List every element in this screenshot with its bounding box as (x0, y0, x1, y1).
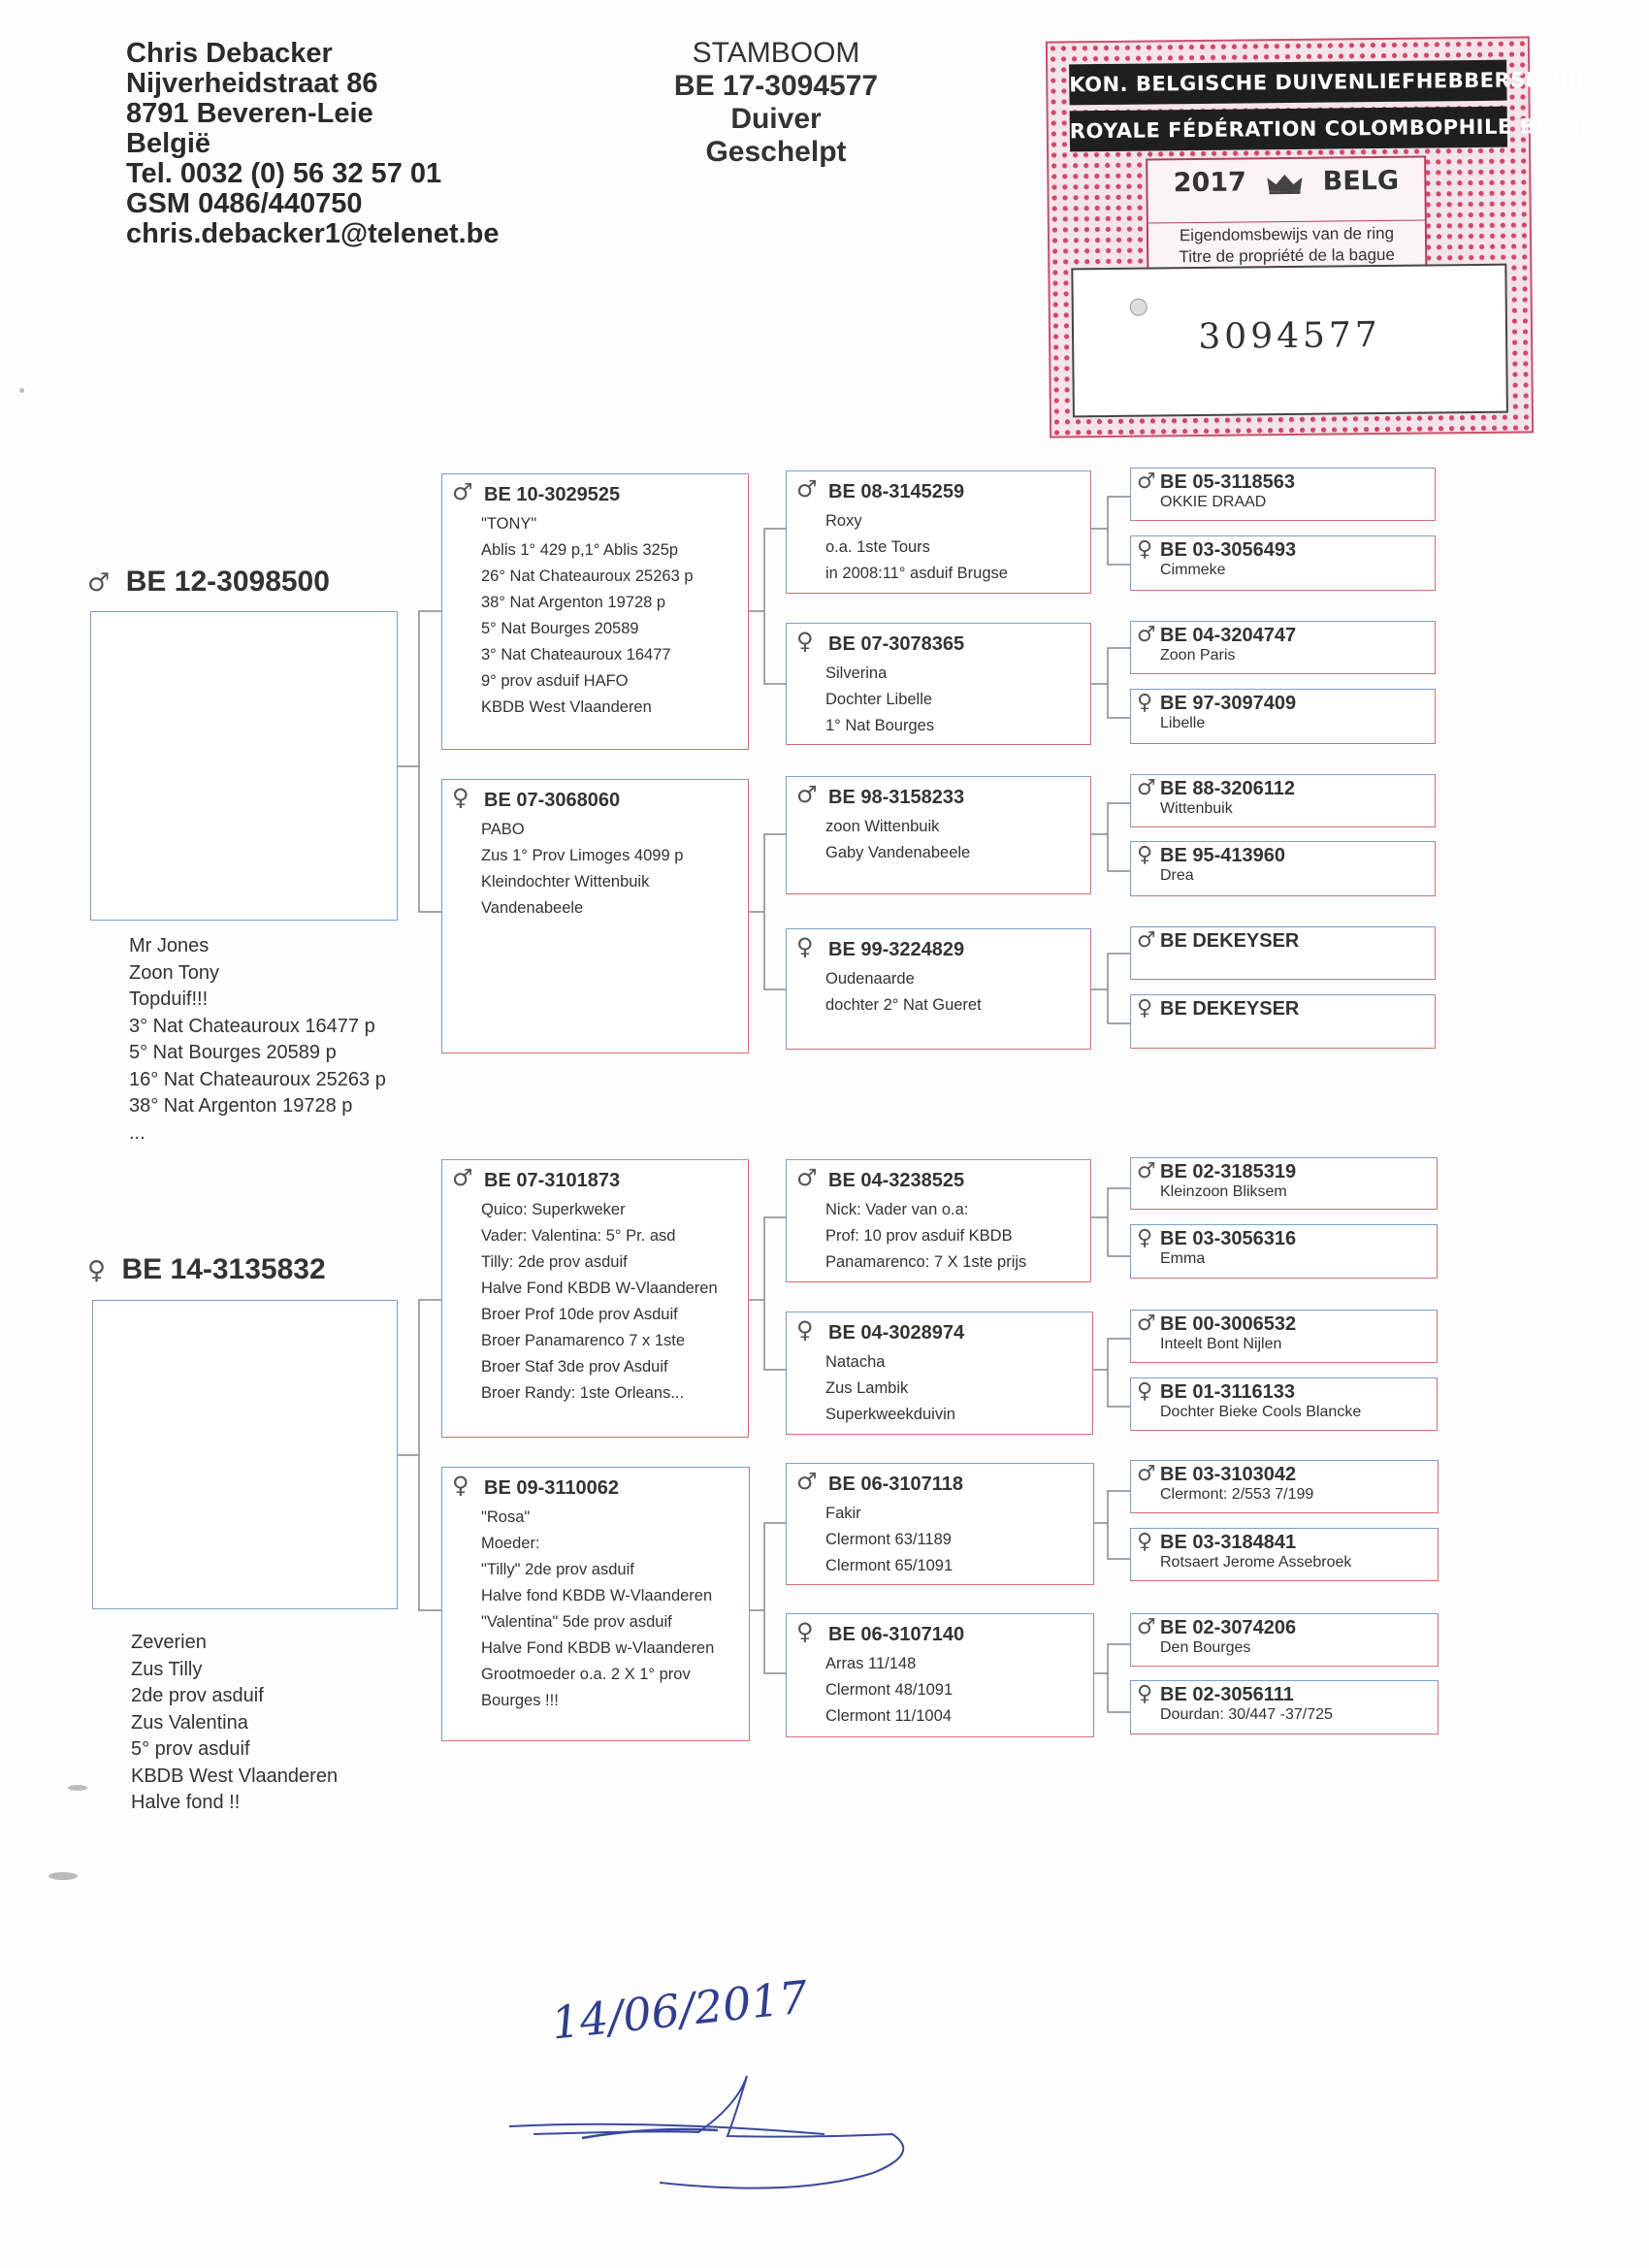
grandparent-box (786, 928, 1091, 1050)
pedigree-line: Superkweekduivin (825, 1406, 955, 1423)
pedigree-line: Halve Fond KBDB w-Vlaanderen (481, 1639, 715, 1657)
pedigree-ring: BE 04-3204747 (1160, 625, 1297, 646)
owner-city: 8791 Beveren-Leie (126, 98, 373, 129)
sire-note: Mr Jones (129, 935, 210, 956)
female-icon: ♀ (1137, 996, 1153, 1021)
female-icon: ♀ (1137, 1530, 1153, 1554)
pedigree-line: zoon Wittenbuik (825, 818, 940, 835)
female-icon: ♀ (796, 1316, 814, 1344)
title-ring: BE 17-3094577 (673, 70, 879, 102)
pedigree-line: Broer Panamarenco 7 x 1ste (481, 1332, 686, 1349)
pedigree-line: dochter 2° Nat Gueret (825, 996, 982, 1014)
sire-note: Zoon Tony (129, 961, 220, 984)
pedigree-line: Vandenabeele (481, 899, 584, 917)
scan-speck (19, 388, 24, 393)
grandparent-box (786, 1159, 1091, 1282)
male-icon: ♂ (87, 568, 111, 598)
dam-ring: BE 14-3135832 (121, 1253, 326, 1285)
pedigree-ring: BE 07-3068060 (484, 790, 621, 811)
pedigree-line: Zus Lambik (825, 1379, 909, 1397)
pedigree-line: Halve fond KBDB W-Vlaanderen (481, 1587, 713, 1604)
male-icon: ♂ (1137, 1312, 1156, 1336)
great-grandparent-box (1130, 468, 1436, 521)
pedigree-line: Clermont: 2/553 7/199 (1160, 1486, 1314, 1503)
male-icon: ♂ (1137, 776, 1156, 800)
pedigree-ring: BE 02-3185319 (1160, 1161, 1297, 1183)
pedigree-line: Clermont 11/1004 (825, 1707, 952, 1725)
certificate-text-french: Titre de propriété de la bague (1179, 244, 1395, 267)
pedigree-line: Panamarenco: 7 X 1ste prijs (825, 1253, 1027, 1271)
pedigree-ring: BE 97-3097409 (1160, 693, 1297, 714)
male-icon: ♂ (796, 475, 818, 502)
certificate-header-dutch: KON. BELGISCHE DUIVENLIEFHEBBERSBOND (1069, 60, 1506, 106)
pedigree-line: Clermont 63/1189 (825, 1531, 952, 1548)
great-grandparent-box (1130, 841, 1436, 896)
pedigree-line: Dourdan: 30/447 -37/725 (1160, 1706, 1333, 1723)
male-icon: ♂ (1137, 1159, 1156, 1183)
female-icon: ♀ (1137, 1379, 1153, 1404)
male-icon: ♂ (1137, 623, 1156, 647)
sire-note: 3° Nat Chateauroux 16477 p (129, 1015, 375, 1037)
great-grandparent-box (1130, 1310, 1438, 1363)
pedigree-line: Broer Staf 3de prov Asduif (481, 1358, 668, 1376)
sire-ring: BE 12-3098500 (125, 566, 330, 598)
pedigree-line: Dochter Bieke Cools Blancke (1160, 1404, 1362, 1420)
grandparent-box (786, 1463, 1094, 1585)
pedigree-ring: BE 03-3056493 (1160, 539, 1297, 561)
sire-note: 38° Nat Argenton 19728 p (129, 1095, 353, 1117)
title-sex: Duiver (730, 103, 822, 135)
pedigree-line: Cimmeke (1160, 562, 1226, 578)
dam-note: 2de prov asduif (131, 1685, 264, 1706)
pedigree-ring: BE 08-3145259 (828, 481, 965, 502)
pedigree-line: 26° Nat Chateauroux 25263 p (481, 567, 694, 585)
pedigree-line: 9° prov asduif HAFO (481, 672, 629, 690)
dam-heading (87, 1253, 326, 1286)
pedigree-ring: BE 02-3074206 (1160, 1617, 1297, 1638)
pedigree-line: Wittenbuik (1160, 800, 1233, 817)
pedigree-details (825, 1349, 955, 1428)
pedigree-ring: BE 05-3118563 (1160, 471, 1296, 493)
pedigree-ring: BE 00-3006532 (1160, 1313, 1297, 1335)
pedigree-line: 5° Nat Bourges 20589 (481, 620, 639, 637)
female-icon: ♀ (796, 933, 814, 960)
pedigree-ring: BE 03-3184841 (1160, 1532, 1297, 1553)
pedigree-line: Silverina (825, 664, 888, 682)
certificate-header-french: ROYALE FÉDÉRATION COLOMBOPHILE BELGE (1070, 107, 1507, 152)
great-grandparent-box (1130, 1460, 1439, 1513)
male-icon: ♂ (1137, 470, 1156, 494)
pedigree-line: Drea (1160, 867, 1194, 884)
female-icon: ♀ (87, 1256, 107, 1285)
pedigree-line: Clermont 65/1091 (825, 1557, 954, 1574)
male-icon: ♂ (1137, 1615, 1156, 1639)
great-grandparent-box (1130, 1680, 1439, 1734)
great-grandparent-box (1130, 774, 1436, 827)
pedigree-line: Zus 1° Prov Limoges 4099 p (481, 847, 684, 864)
pedigree-line: Tilly: 2de prov asduif (481, 1253, 628, 1271)
pedigree-line: Libelle (1160, 715, 1206, 731)
handwritten-date: 14/06/2017 (548, 1970, 811, 2050)
great-grandparent-box (1130, 535, 1436, 591)
pedigree-ring: BE DEKEYSER (1160, 930, 1300, 952)
pedigree-line: Moeder: (481, 1535, 540, 1552)
pedigree-ring: BE 02-3056111 (1160, 1684, 1294, 1705)
pedigree-ring: BE 07-3078365 (828, 633, 965, 655)
grandparent-box (786, 1613, 1094, 1737)
pedigree-ring: BE 10-3029525 (484, 484, 621, 505)
owner-street: Nijverheidstraat 86 (126, 68, 378, 99)
pedigree-line: "TONY" (481, 515, 537, 533)
pedigree-line: Dochter Libelle (825, 691, 933, 708)
great-grandparent-box (1130, 926, 1436, 980)
title-stamboom: STAMBOOM (692, 37, 860, 69)
great-grandparent-box (1130, 1224, 1438, 1279)
dam-note: Zus Tilly (131, 1658, 203, 1680)
scan-speck (48, 1872, 78, 1880)
pedigree-line: Bourges !!! (481, 1692, 559, 1709)
signature (504, 2066, 912, 2207)
dam-note: Halve fond !! (131, 1792, 241, 1813)
sire-note: 16° Nat Chateauroux 25263 p (129, 1068, 386, 1090)
pedigree-line: Ablis 1° 429 p,1° Ablis 325p (481, 541, 679, 559)
pedigree-line: Zoon Paris (1160, 647, 1236, 664)
pedigree-ring: BE 04-3028974 (828, 1322, 965, 1344)
female-icon: ♀ (796, 628, 814, 655)
dam-photo (92, 1300, 398, 1609)
certificate-text-dutch: Eigendomsbewijs van de ring (1148, 220, 1425, 246)
owner-name: Chris Debacker (126, 38, 333, 69)
female-icon: ♀ (452, 784, 469, 811)
sire-notes (129, 933, 386, 1147)
pedigree-line: Broer Prof 10de prov Asduif (481, 1306, 678, 1323)
owner-mobile: GSM 0486/440750 (126, 188, 363, 219)
pedigree-line: "Tilly" 2de prov asduif (481, 1561, 634, 1578)
pedigree-details (825, 814, 970, 866)
male-icon: ♂ (796, 1468, 818, 1495)
pedigree-line: 38° Nat Argenton 19728 p (481, 594, 666, 611)
male-icon: ♂ (796, 1164, 818, 1191)
sire-heading (87, 566, 330, 599)
pedigree-line: Prof: 10 prov asduif KBDB (825, 1227, 1013, 1245)
dam-note: 5° prov asduif (131, 1738, 250, 1760)
pedigree-ring: BE DEKEYSER (1160, 998, 1300, 1020)
parent-box-dam-dam (441, 1467, 750, 1741)
pedigree-line: Grootmoeder o.a. 2 X 1° prov (481, 1666, 691, 1683)
male-icon: ♂ (452, 478, 473, 505)
pedigree-ring: BE 99-3224829 (828, 939, 965, 960)
title-color: Geschelpt (705, 136, 847, 168)
male-icon: ♂ (452, 1164, 473, 1191)
certificate-ring-number: 3094577 (1198, 315, 1381, 357)
certificate-year: 2017 (1173, 167, 1247, 199)
female-icon: ♀ (1137, 1682, 1153, 1706)
female-icon: ♀ (1137, 843, 1153, 867)
grandparent-box (786, 470, 1091, 594)
scan-speck (68, 1785, 87, 1791)
pedigree-line: Clermont 48/1091 (825, 1681, 954, 1699)
female-icon: ♀ (1137, 537, 1153, 562)
parent-box-dam-sire (441, 1159, 749, 1438)
pedigree-details (825, 966, 982, 1019)
sire-note: 5° Nat Bourges 20589 p (129, 1042, 337, 1063)
grandparent-box (786, 623, 1091, 745)
pedigree-line: OKKIE DRAAD (1160, 494, 1267, 510)
pedigree-details (825, 1501, 953, 1579)
pedigree-line: Natacha (825, 1353, 886, 1371)
grandparent-box (786, 776, 1091, 894)
pedigree-ring: BE 98-3158233 (828, 787, 965, 808)
pedigree-details (481, 1197, 718, 1407)
pedigree-line: Roxy (825, 512, 862, 530)
pedigree-line: PABO (481, 821, 525, 838)
pedigree-details (825, 1651, 953, 1730)
grandparent-box (786, 1312, 1093, 1435)
pedigree-details (825, 661, 934, 739)
great-grandparent-box (1130, 1528, 1439, 1581)
pedigree-ring: BE 06-3107140 (828, 1624, 965, 1645)
male-icon: ♂ (1137, 1462, 1156, 1486)
pedigree-line: Kleindochter Wittenbuik (481, 873, 650, 891)
great-grandparent-box (1130, 621, 1436, 674)
great-grandparent-box (1130, 1377, 1438, 1431)
pedigree-details (481, 511, 694, 721)
pedigree-line: "Valentina" 5de prov asduif (481, 1613, 672, 1631)
pedigree-line: Emma (1160, 1250, 1206, 1267)
pedigree-ring: BE 01-3116133 (1160, 1381, 1296, 1403)
great-grandparent-box (1130, 689, 1436, 744)
female-icon: ♀ (796, 1618, 814, 1645)
pedigree-ring: BE 03-3056316 (1160, 1228, 1297, 1249)
pedigree-line: Nick: Vader van o.a: (825, 1201, 969, 1218)
pedigree-ring: BE 07-3101873 (484, 1170, 621, 1191)
pedigree-line: Kleinzoon Bliksem (1160, 1183, 1287, 1200)
certificate-country: BELG (1322, 165, 1400, 197)
pedigree-line: 3° Nat Chateauroux 16477 (481, 646, 671, 664)
pedigree-line: in 2008:11° asduif Brugse (825, 565, 1008, 582)
owner-phone: Tel. 0032 (0) 56 32 57 01 (126, 158, 442, 189)
pedigree-line: Arras 11/148 (825, 1655, 917, 1672)
great-grandparent-box (1130, 1613, 1439, 1667)
pedigree-line: Fakir (825, 1505, 861, 1522)
owner-email: chris.debacker1@telenet.be (126, 218, 500, 249)
pedigree-ring: BE 88-3206112 (1160, 778, 1296, 799)
pedigree-ring: BE 06-3107118 (828, 1474, 964, 1495)
pedigree-line: KBDB West Vlaanderen (481, 698, 652, 716)
female-icon: ♀ (1137, 691, 1153, 715)
pedigree-line: Broer Randy: 1ste Orleans... (481, 1384, 685, 1402)
parent-box-sire-dam (441, 779, 749, 1053)
female-icon: ♀ (452, 1472, 469, 1499)
pedigree-ring: BE 95-413960 (1160, 845, 1285, 866)
dam-note: Zus Valentina (131, 1711, 248, 1733)
pedigree-line: Den Bourges (1160, 1639, 1251, 1656)
dam-note: KBDB West Vlaanderen (131, 1765, 339, 1787)
male-icon: ♂ (1137, 928, 1156, 953)
great-grandparent-box (1130, 994, 1436, 1049)
dam-notes (131, 1630, 338, 1817)
pedigree-line: Rotsaert Jerome Assebroek (1160, 1554, 1352, 1571)
pedigree-line: 1° Nat Bourges (825, 717, 935, 734)
sire-photo (90, 611, 398, 921)
pedigree-line: o.a. 1ste Tours (825, 538, 930, 556)
pedigree-ring: BE 03-3103042 (1160, 1464, 1297, 1485)
pedigree-line: Quico: Superkweker (481, 1201, 626, 1218)
pedigree-line: Vader: Valentina: 5° Pr. asd (481, 1227, 676, 1245)
pedigree-details (481, 817, 683, 922)
pedigree-line: "Rosa" (481, 1508, 531, 1526)
sire-note: Topduif!!! (129, 988, 209, 1010)
pedigree-line: Halve Fond KBDB W-Vlaanderen (481, 1280, 718, 1297)
parent-box-sire-sire (441, 473, 749, 750)
sire-note: ... (129, 1121, 146, 1144)
pedigree-details (481, 1505, 714, 1714)
pedigree-ring: BE 09-3110062 (484, 1477, 620, 1499)
pedigree-details (825, 508, 1008, 587)
pedigree-line: Oudenaarde (825, 970, 915, 988)
female-icon: ♀ (1137, 1226, 1153, 1250)
pedigree-line: Gaby Vandenabeele (825, 844, 971, 861)
pedigree-details (825, 1197, 1026, 1276)
dam-note: Zeverien (131, 1632, 207, 1653)
great-grandparent-box (1130, 1157, 1438, 1210)
pedigree-line: Inteelt Bont Nijlen (1160, 1336, 1282, 1352)
male-icon: ♂ (796, 781, 818, 808)
owner-country: België (126, 128, 211, 159)
pedigree-ring: BE 04-3238525 (828, 1170, 965, 1191)
